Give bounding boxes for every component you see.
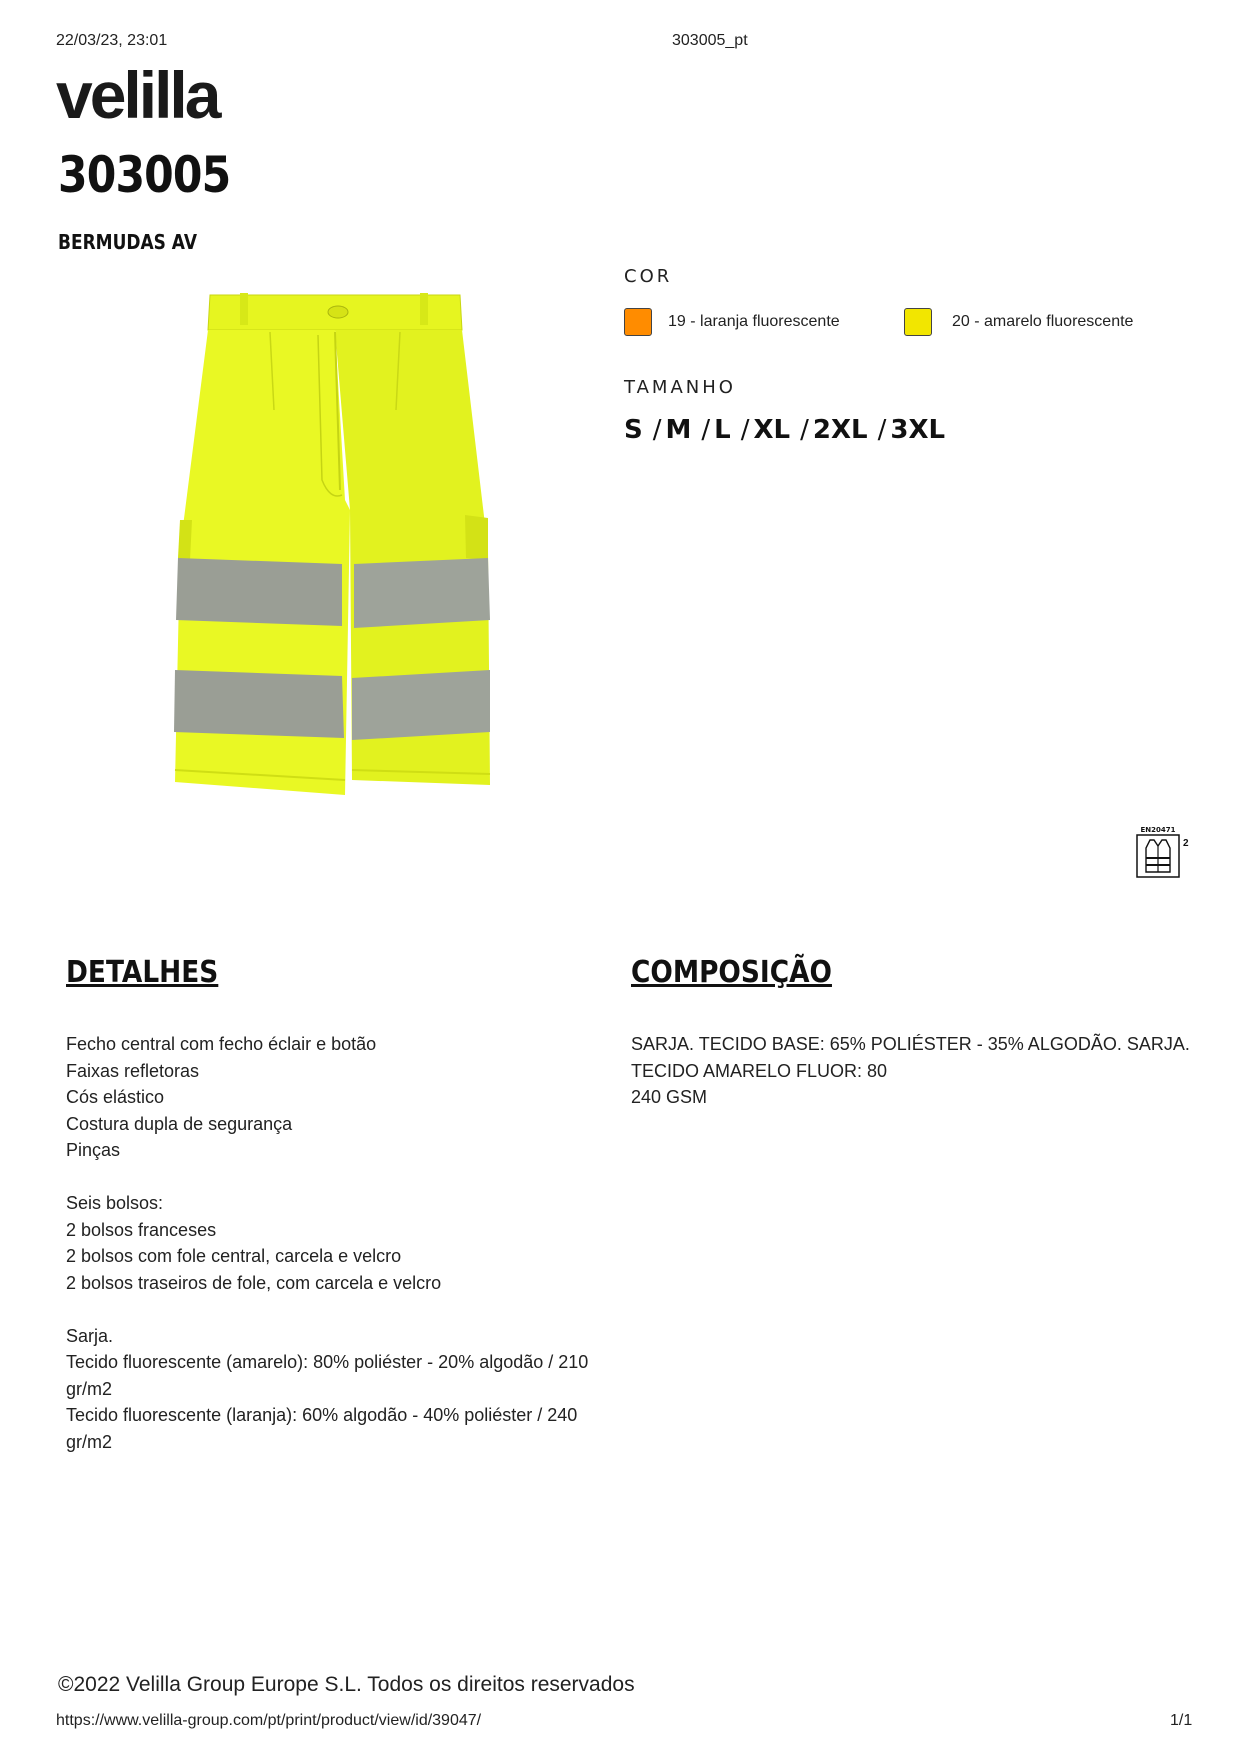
product-code: 303005 (58, 146, 231, 204)
color-option-orange[interactable] (624, 308, 840, 336)
composition-line: 240 GSM (631, 1087, 708, 1107)
details-line (66, 1296, 626, 1323)
details-list (66, 1031, 626, 1455)
composition-line: TECIDO AMARELO FLUOR: 80 (631, 1060, 888, 1081)
size-separator: / (652, 415, 662, 445)
color-swatch-yellow[interactable] (904, 308, 932, 336)
print-datetime: 22/03/23, 23:01 (56, 32, 168, 49)
details-line: Fecho central com fecho éclair e botão (66, 1034, 377, 1054)
footer-url[interactable]: https://www.velilla-group.com/pt/print/product/view/id/39047/ (56, 1712, 482, 1729)
details-line: Cós elástico (66, 1087, 165, 1107)
size-separator: / (877, 415, 887, 445)
color-option-label: 19 - laranja fluorescente (668, 313, 840, 330)
details-line: Pinças (66, 1140, 121, 1160)
size-section-label: TAMANHO (624, 377, 736, 398)
velilla-logo: velilla (56, 58, 219, 132)
color-section-label: COR (624, 266, 673, 287)
size-separator: / (800, 415, 809, 445)
color-swatch-orange[interactable] (624, 308, 652, 336)
details-line (66, 1164, 626, 1191)
details-line: Faixas refletoras (66, 1060, 200, 1081)
details-line: Seis bolsos: (66, 1193, 164, 1213)
details-line: gr/m2 (66, 1431, 113, 1452)
footer-copyright: ©2022 Velilla Group Europe S.L. Todos os direitos reservados (58, 1673, 635, 1696)
details-line: 2 bolsos traseiros de fole, com carcela e velcro (66, 1272, 442, 1293)
size-option[interactable]: S (624, 415, 643, 445)
hi-vis-vest-icon (1136, 834, 1180, 878)
size-option[interactable]: M (665, 415, 692, 445)
color-option-yellow[interactable] (904, 308, 1133, 336)
certification-badge (1136, 826, 1180, 882)
size-list (624, 415, 945, 445)
details-line: Tecido fluorescente (laranja): 60% algodão - 40% poliéster / 240 (66, 1405, 578, 1425)
composition-heading: COMPOSIÇÃO (631, 955, 832, 990)
details-line: 2 bolsos franceses (66, 1219, 217, 1240)
composition-list (631, 1031, 1211, 1111)
size-option[interactable]: XL (753, 415, 791, 445)
details-line: Sarja. (66, 1325, 114, 1346)
details-line: Tecido fluorescente (amarelo): 80% poliéster - 20% algodão / 210 (66, 1352, 589, 1372)
certification-standard: EN20471 (1140, 826, 1176, 834)
details-line: gr/m2 (66, 1378, 113, 1399)
product-image (170, 290, 500, 795)
certification-class: 2 (1183, 838, 1189, 849)
details-line: 2 bolsos com fole central, carcela e velcro (66, 1246, 402, 1266)
size-option[interactable]: 2XL (812, 415, 868, 445)
footer-page-number: 1/1 (1170, 1712, 1193, 1729)
size-separator: / (701, 415, 711, 445)
details-line: Costura dupla de segurança (66, 1113, 293, 1134)
composition-line: SARJA. TECIDO BASE: 65% POLIÉSTER - 35% ALGODÃO. SARJA. (631, 1034, 1190, 1054)
size-option[interactable]: L (714, 415, 731, 445)
size-option[interactable]: 3XL (890, 415, 946, 445)
print-doc-title: 303005_pt (672, 32, 748, 49)
color-option-label: 20 - amarelo fluorescente (952, 313, 1134, 330)
size-separator: / (740, 415, 750, 445)
product-name: BERMUDAS AV (58, 230, 197, 254)
details-heading: DETALHES (66, 955, 219, 990)
